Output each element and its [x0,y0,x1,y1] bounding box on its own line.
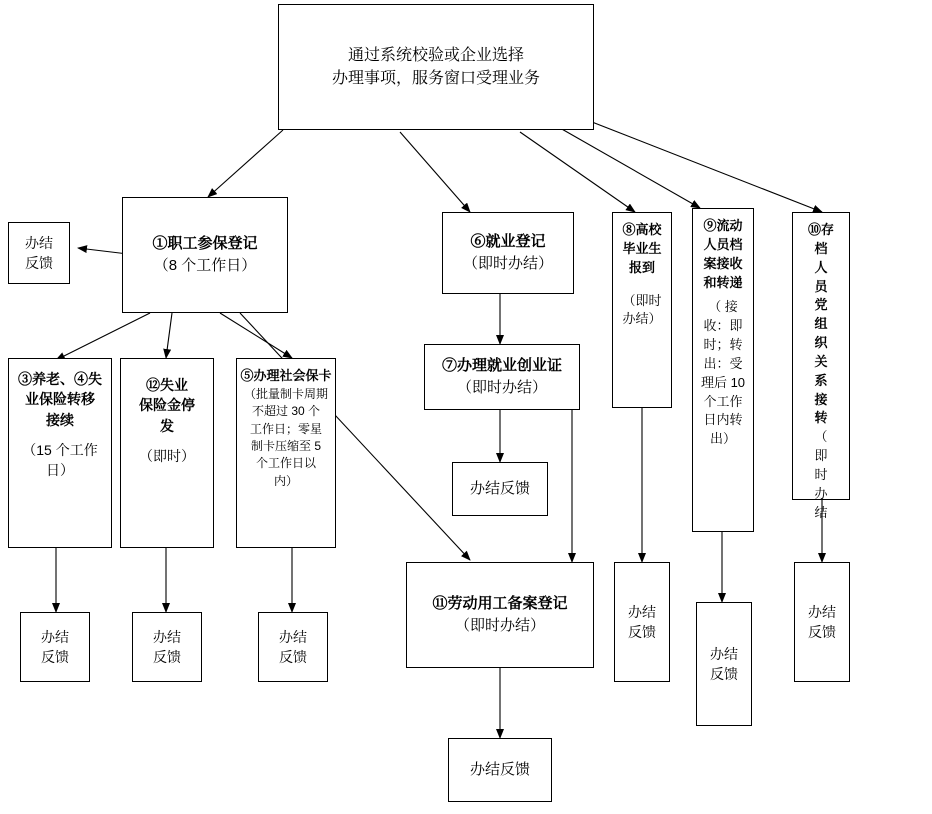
node-top-entry-line-1: 通过系统校验或企业选择 [347,46,524,64]
node-8-line-5: 办结） [622,311,662,327]
node-10-line-2: 档 [814,240,828,256]
node-1-duration: （8 个工作日） [153,257,257,274]
edge-top-to-n8 [520,132,635,212]
node-12-line-1: ⑫失业 [146,377,188,393]
node-11-feedback[interactable] [448,738,552,802]
node-9-line-7: 时；转 [703,337,743,353]
node-1-employee-insurance-registration[interactable] [122,197,288,313]
node-5-line-3: 不超过 30 个 [251,404,321,419]
node-12-line-3: 发 [160,417,174,434]
node-5-line-7: 内） [273,473,298,488]
node-11-duration: （即时办结） [454,617,545,634]
node-7-duration: （即时办结） [456,379,547,396]
node-10-line-10: 接 [814,391,828,407]
node-3-4-line-1: ③养老、④失 [18,371,102,387]
node-5-social-security-card[interactable] [236,358,336,548]
node-8-line-2: 毕业生 [622,240,662,256]
node-10-line-12: （ [814,429,828,445]
node-9-line-2: 人员档 [703,236,743,252]
node-10-line-13: 即 [814,448,828,464]
node-8-graduate-report[interactable] [612,212,672,408]
edge-n1-to-n5 [220,313,292,358]
node-10-line-4: 员 [814,278,828,294]
node-9-line-4: 和转递 [703,274,743,290]
node-12-line-2: 保险金停 [139,397,195,414]
feedback-box-4[interactable] [614,562,670,682]
node-1-feedback-line-1: 办结 [25,234,53,251]
feedback-box-6[interactable] [794,562,850,682]
feedback-box-6-line-2: 反馈 [808,624,836,640]
node-10-line-6: 组 [814,316,828,332]
node-5-line-4: 工作日；零星 [249,421,322,436]
node-3-4-line-5: 日） [46,462,74,479]
edge-top-to-n10 [592,122,822,212]
feedback-box-6-line-1: 办结 [808,603,836,620]
edge-n1-to-feedback [78,248,128,254]
node-10-line-7: 织 [814,335,828,351]
node-6-title: ⑥就业登记 [470,233,546,251]
feedback-box-2[interactable] [132,612,202,682]
edge-top-to-n6 [400,132,470,212]
node-9-line-6: 收：即 [703,318,743,334]
feedback-box-3[interactable] [258,612,328,682]
node-10-line-5: 党 [814,297,828,313]
feedback-box-5[interactable] [696,602,752,726]
node-3-4-line-2: 业保险转移 [25,391,95,408]
feedback-box-2-line-1: 办结 [153,628,181,645]
node-9-line-9: 理后 10 [700,374,746,390]
node-10-line-8: 关 [814,353,828,369]
feedback-box-1-line-1: 办结 [41,628,69,645]
feedback-box-3-line-1: 办结 [279,628,307,645]
node-1-feedback[interactable] [8,222,70,284]
node-3-4-line-3: 接续 [46,411,74,428]
feedback-box-1[interactable] [20,612,90,682]
node-10-line-11: 转 [814,410,828,426]
node-9-line-1: ⑨流动 [703,218,743,233]
node-8-line-4: （即时 [622,292,662,308]
edge-n1-to-n34 [56,313,150,360]
node-5-line-2: （批量制卡周期 [243,386,328,401]
node-3-4-pension-unemployment-transfer[interactable] [8,358,112,548]
node-6-employment-registration[interactable] [442,212,574,294]
node-6-duration: （即时办结） [462,255,553,272]
node-top-entry[interactable] [278,4,594,130]
node-1-title: ①职工参保登记 [152,235,258,253]
feedback-box-2-line-2: 反馈 [153,649,181,665]
node-10-line-16: 结 [814,504,828,520]
node-12-unemployment-benefit-stop[interactable] [120,358,214,548]
node-11-feedback-label: 办结反馈 [469,761,530,779]
node-9-mobile-personnel-archive[interactable] [692,208,754,532]
edge-top-to-n9 [560,128,700,208]
feedback-box-1-line-2: 反馈 [41,649,69,665]
node-9-line-3: 案接收 [703,255,743,271]
node-5-line-5: 制卡压缩至 5 [250,439,321,454]
node-9-line-8: 出：受 [703,355,743,371]
node-10-line-15: 办 [814,485,828,501]
feedback-box-5-line-2: 反馈 [710,666,738,682]
node-7-employment-entrepreneurship-certificate[interactable] [424,344,580,410]
node-9-line-11: 日内转 [703,412,743,428]
node-7-feedback-label: 办结反馈 [469,480,530,498]
node-12-line-4: （即时） [139,447,195,464]
node-top-entry-line-2: 办理事项，服务窗口受理业务 [331,70,540,87]
node-10-line-14: 时 [814,466,828,482]
edge-top-to-n1 [208,130,283,197]
node-7-feedback[interactable] [452,462,548,516]
node-1-feedback-line-2: 反馈 [25,255,53,271]
feedback-box-4-line-1: 办结 [628,603,656,620]
node-10-line-9: 系 [814,372,828,388]
node-5-line-1: ⑤办理社会保卡 [240,368,332,383]
feedback-box-5-line-1: 办结 [710,645,738,662]
node-8-line-3: 报到 [628,259,655,275]
node-9-line-10: 个工作 [703,393,743,409]
node-11-labor-filing-registration[interactable] [406,562,594,668]
feedback-box-3-line-2: 反馈 [279,649,307,665]
node-10-line-1: ⑩存 [807,222,834,237]
node-10-line-3: 人 [814,259,828,275]
node-10-party-relation-transfer[interactable] [792,212,850,520]
node-9-line-5: （ 接 [708,299,738,315]
node-11-title: ⑪劳动用工备案登记 [432,595,568,613]
node-3-4-line-4: （15 个工作 [22,441,98,458]
node-5-line-6: 个工作日以 [255,456,316,471]
node-9-line-12: 出） [709,431,736,447]
node-8-line-1: ⑧高校 [622,222,662,237]
edge-n1-to-n12 [166,313,172,358]
node-7-title: ⑦办理就业创业证 [441,357,562,375]
feedback-box-4-line-2: 反馈 [628,624,656,640]
